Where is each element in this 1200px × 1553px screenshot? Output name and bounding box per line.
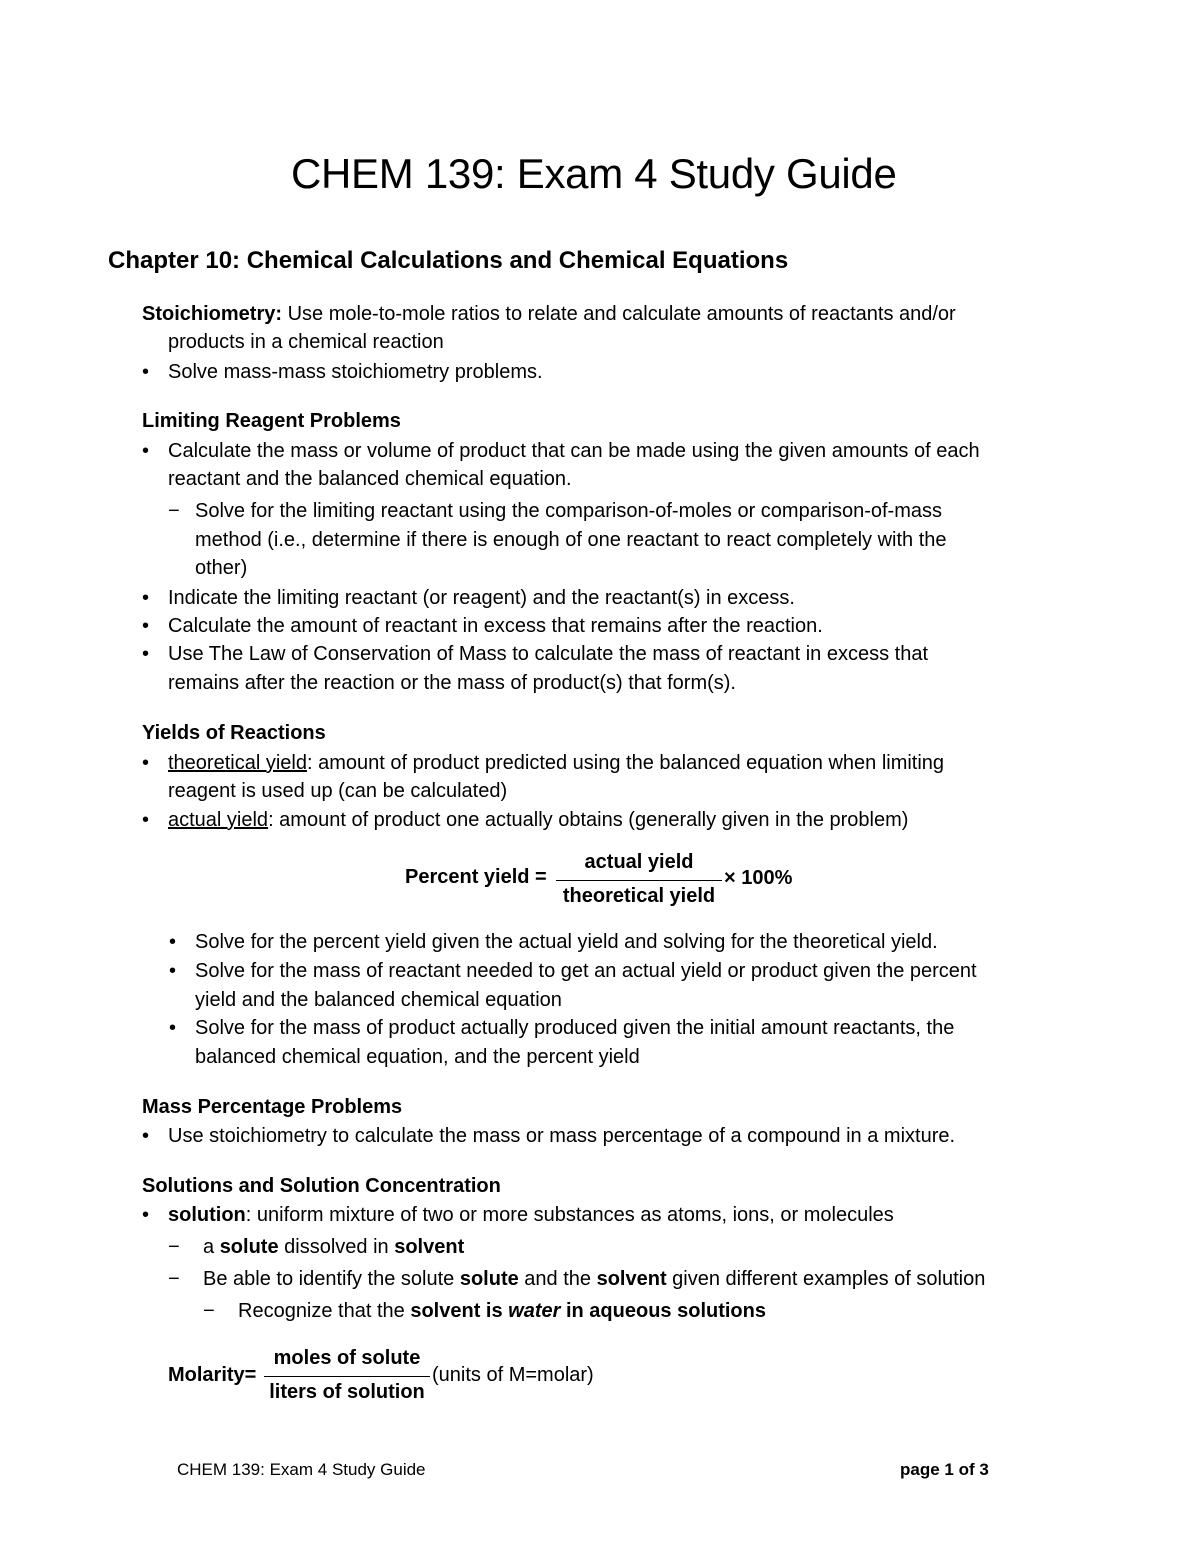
dash-glyph: −	[168, 1236, 180, 1258]
limiting-bullet-4-line-2: remains after the reaction or the mass of product(s) that form(s).	[168, 672, 736, 694]
water-term: water	[508, 1300, 561, 1322]
stoichiometry-line-2: products in a chemical reaction	[168, 331, 444, 353]
limiting-bullet-2: Indicate the limiting reactant (or reagent) and the reactant(s) in excess.	[168, 587, 795, 609]
solution-definition	[168, 1204, 894, 1227]
percent-yield-denominator: theoretical yield	[562, 885, 716, 907]
stoichiometry-line-1	[142, 303, 956, 326]
limiting-dash-1-line-1: Solve for the limiting reactant using the comparison-of-moles or comparison-of-mass	[195, 500, 942, 522]
solvent-term: solvent	[410, 1300, 481, 1322]
mass-percentage-bullet-1: Use stoichiometry to calculate the mass or mass percentage of a compound in a mixture.	[168, 1125, 956, 1147]
solvent-term: solvent	[596, 1268, 667, 1290]
text-run: is	[480, 1300, 509, 1322]
solutions-heading: Solutions and Solution Concentration	[142, 1175, 501, 1197]
bullet-glyph: •	[142, 1204, 150, 1226]
bullet-glyph: •	[142, 1125, 150, 1147]
footer-page-number: page 1 of 3	[900, 1460, 989, 1479]
text-run: given different examples of solution	[666, 1268, 986, 1290]
limiting-heading: Limiting Reagent Problems	[142, 410, 401, 432]
dash-glyph: −	[168, 500, 180, 522]
bullet-glyph: •	[142, 440, 150, 462]
identify-solute-line	[203, 1268, 985, 1291]
molarity-units: (units of M=molar)	[432, 1364, 594, 1386]
mass-percentage-heading: Mass Percentage Problems	[142, 1096, 403, 1118]
solute-dissolved-line	[203, 1236, 464, 1259]
yields-heading: Yields of Reactions	[142, 722, 326, 744]
solute-term: solute	[459, 1268, 519, 1290]
theoretical-yield-line-2: reagent is used up (can be calculated)	[168, 780, 508, 802]
yield-sub-3-line-2: balanced chemical equation, and the percent yield	[195, 1046, 640, 1068]
limiting-bullet-3: Calculate the amount of reactant in excess that remains after the reaction.	[168, 615, 823, 637]
bullet-glyph: •	[169, 1017, 177, 1039]
limiting-dash-1-line-2: method (i.e., determine if there is enough of one reactant to react completely with the	[195, 529, 947, 551]
bullet-glyph: •	[142, 643, 150, 665]
theoretical-yield-line-1	[168, 752, 944, 775]
actual-yield-term: actual yield	[168, 809, 269, 831]
stoichiometry-bullet-1: Solve mass-mass stoichiometry problems.	[168, 361, 543, 383]
solute-term: solute	[219, 1236, 279, 1258]
theoretical-yield-term: theoretical yield	[168, 752, 307, 774]
solution-term: solution	[168, 1204, 246, 1226]
limiting-bullet-4-line-1: Use The Law of Conservation of Mass to calculate the mass of reactant in excess that	[168, 643, 929, 665]
text-run: Be able to identify the solute	[203, 1268, 460, 1290]
bullet-glyph: •	[142, 752, 150, 774]
aqueous-solvent-line	[238, 1300, 766, 1323]
yield-sub-1: Solve for the percent yield given the actual yield and solving for the theoretical yield.	[195, 931, 938, 953]
percent-yield-rhs: × 100%	[724, 867, 793, 889]
stoichiometry-label: Stoichiometry:	[142, 303, 283, 325]
limiting-dash-1-line-3: other)	[195, 557, 248, 579]
bullet-glyph: •	[142, 361, 150, 383]
text-run: a	[203, 1236, 220, 1258]
molarity-numerator: moles of solute	[273, 1347, 421, 1369]
fraction-bar	[556, 880, 722, 881]
bullet-glyph: •	[169, 960, 177, 982]
text-run: in aqueous solutions	[560, 1300, 766, 1322]
text-run: dissolved in	[278, 1236, 395, 1258]
percent-yield-lhs: Percent yield =	[405, 866, 547, 888]
dash-glyph: −	[203, 1300, 215, 1322]
yield-sub-2-line-2: yield and the balanced chemical equation	[195, 989, 562, 1011]
yield-sub-3-line-1: Solve for the mass of product actually produced given the initial amount reactants, the	[195, 1017, 955, 1039]
yield-sub-2-line-1: Solve for the mass of reactant needed to get an actual yield or product given the percent	[195, 960, 977, 982]
bullet-glyph: •	[142, 809, 150, 831]
page-title: CHEM 139: Exam 4 Study Guide	[291, 150, 897, 197]
molarity-lhs: Molarity=	[168, 1364, 257, 1386]
dash-glyph: −	[168, 1268, 180, 1290]
actual-yield-line	[168, 809, 908, 832]
actual-yield-def: : amount of product one actually obtains (generally given in the problem)	[268, 809, 909, 831]
bullet-glyph: •	[142, 587, 150, 609]
chapter-heading: Chapter 10: Chemical Calculations and Chemical Equations	[108, 247, 789, 274]
stoichiometry-text: Use mole-to-mole ratios to relate and calculate amounts of reactants and/or	[282, 303, 956, 325]
text-run: Recognize that the	[238, 1300, 411, 1322]
bullet-glyph: •	[169, 931, 177, 953]
limiting-bullet-1-line-2: reactant and the balanced chemical equation.	[168, 468, 572, 490]
molarity-denominator: liters of solution	[269, 1381, 425, 1403]
solution-def: : uniform mixture of two or more substances as atoms, ions, or molecules	[245, 1204, 894, 1226]
text-run: and the	[518, 1268, 597, 1290]
solvent-term: solvent	[394, 1236, 465, 1258]
theoretical-yield-def: : amount of product predicted using the balanced equation when limiting	[306, 752, 945, 774]
footer-left: CHEM 139: Exam 4 Study Guide	[177, 1460, 426, 1479]
percent-yield-numerator: actual yield	[584, 851, 694, 873]
bullet-glyph: •	[142, 615, 150, 637]
limiting-bullet-1-line-1: Calculate the mass or volume of product that can be made using the given amounts of each	[168, 440, 980, 462]
fraction-bar	[264, 1376, 430, 1377]
